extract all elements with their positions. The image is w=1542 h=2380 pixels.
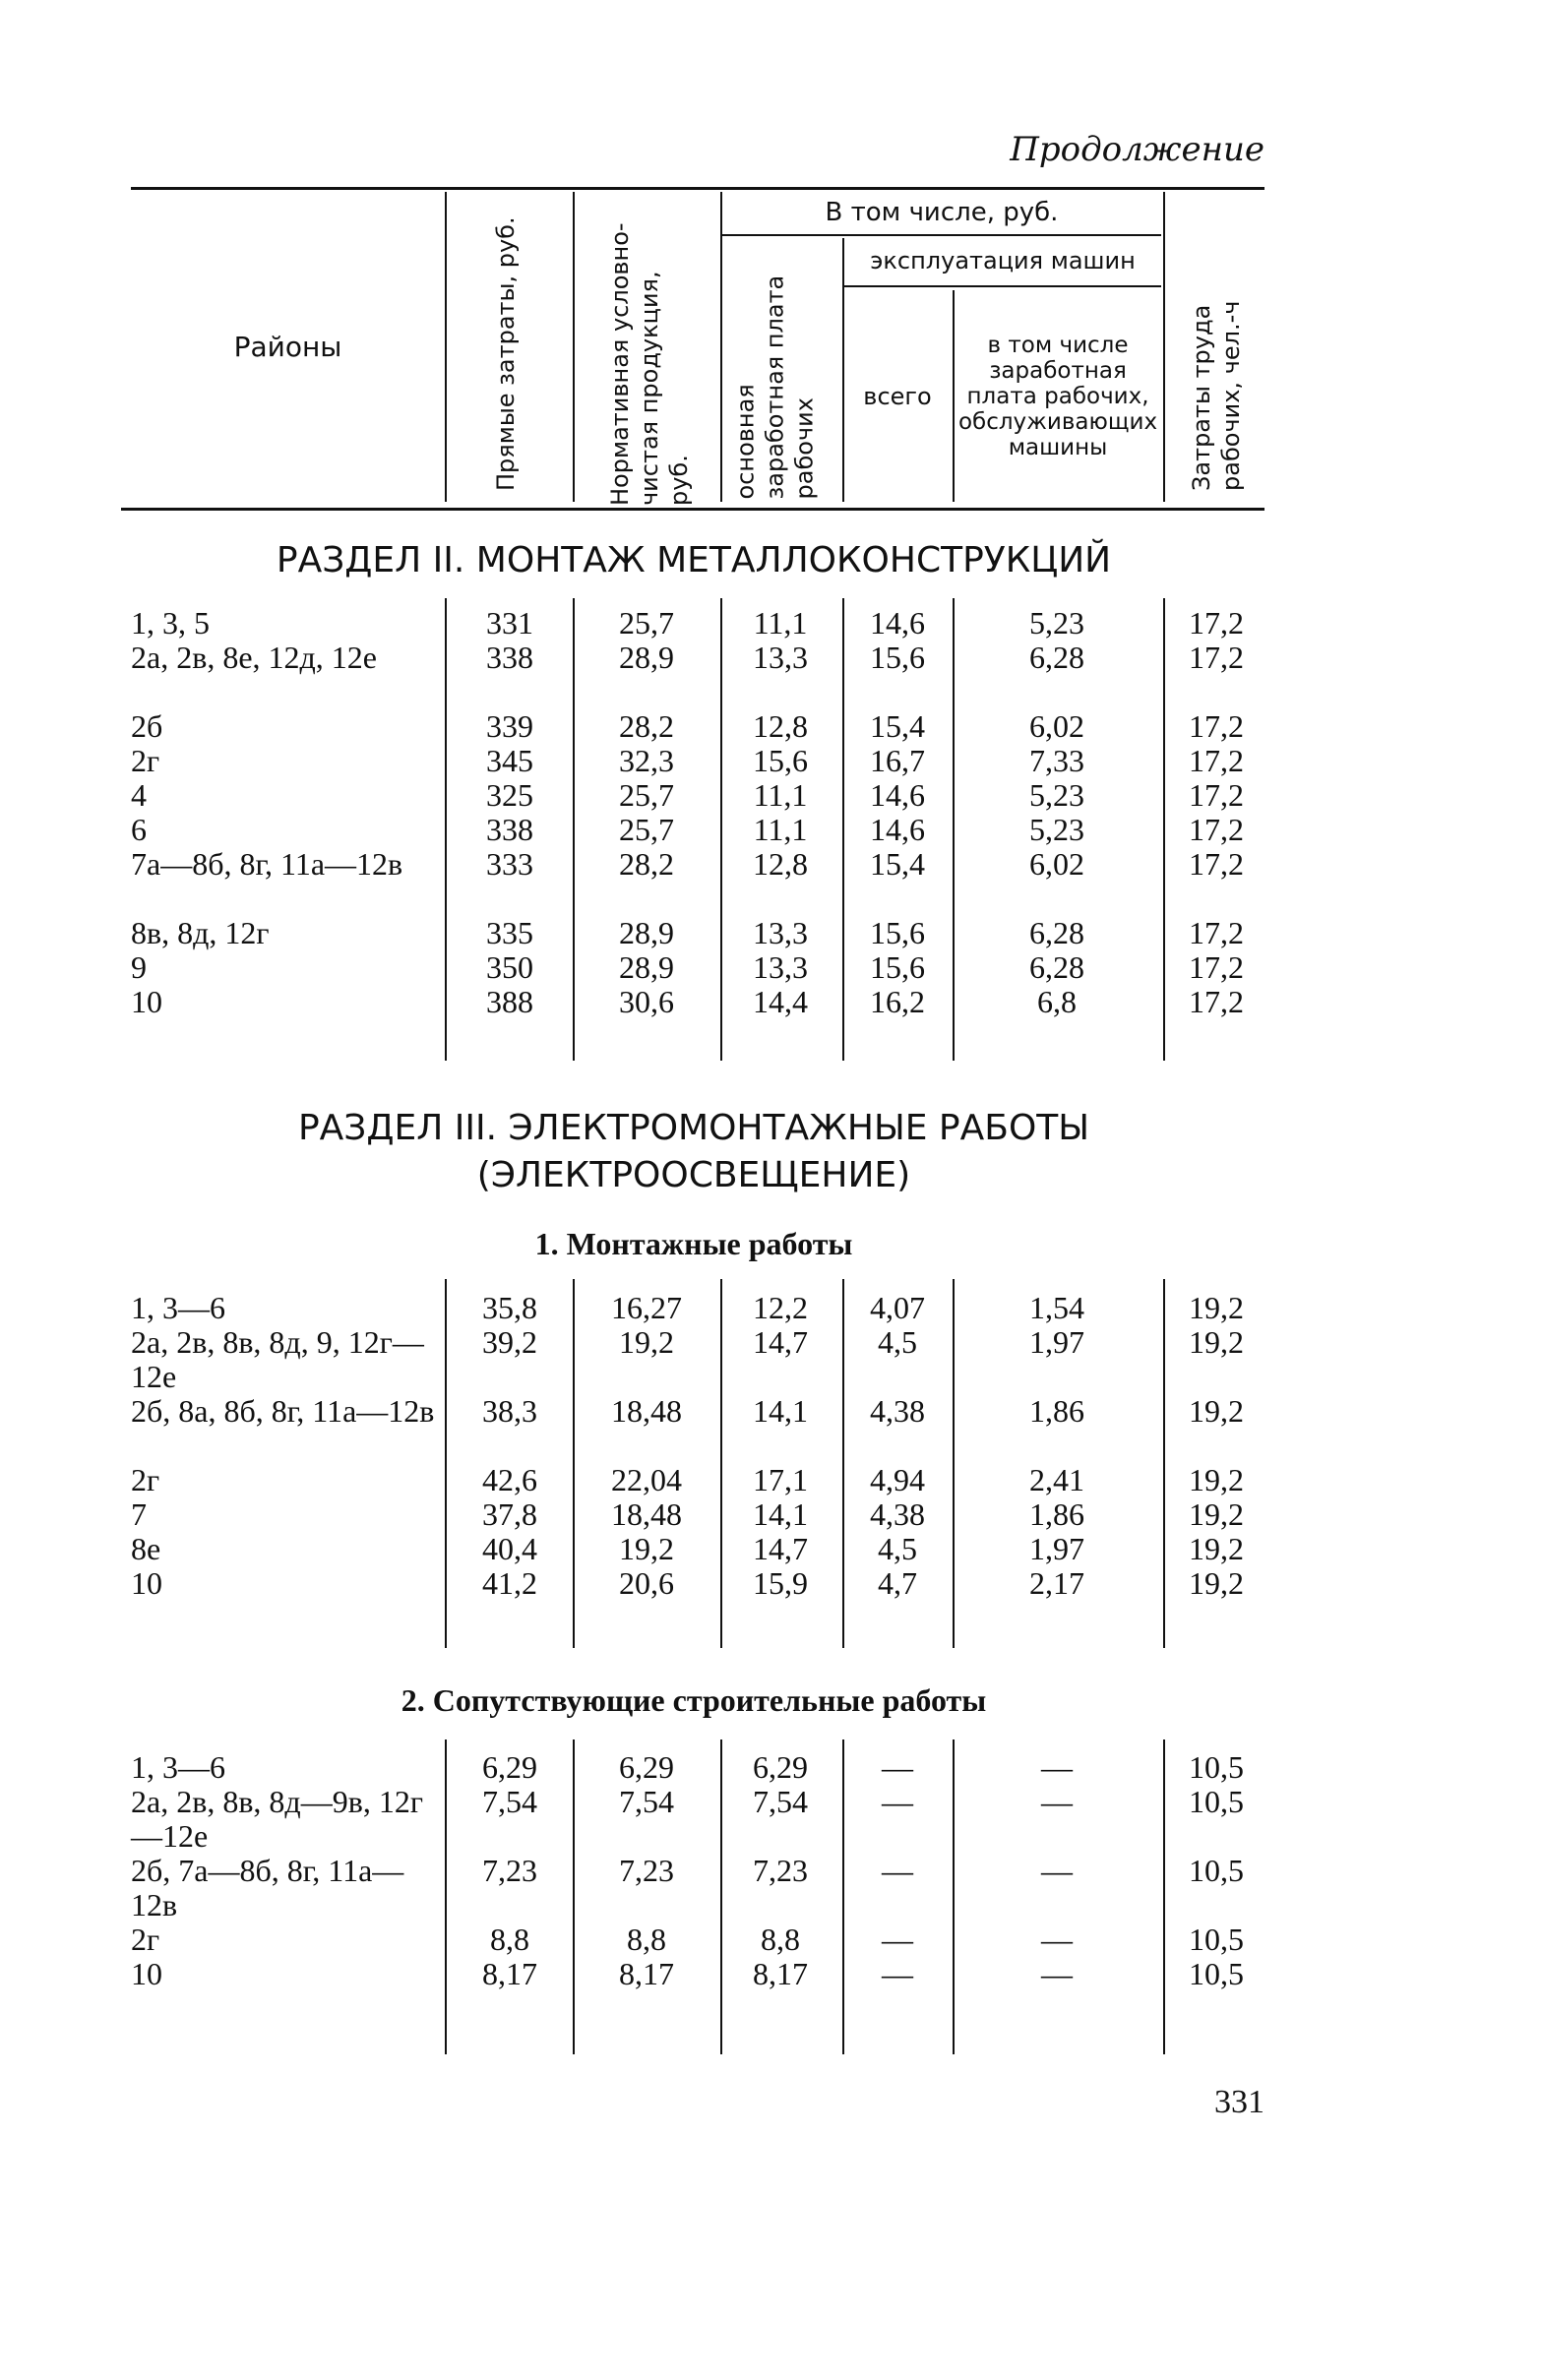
value-cell: 16,27 <box>611 1290 682 1325</box>
table-row <box>0 1785 1542 1854</box>
table-row <box>0 1957 1542 1991</box>
region-cell: 2а, 2в, 8е, 12д, 12е <box>131 640 377 675</box>
value-cell: 5,23 <box>1029 812 1084 847</box>
value-cell: 37,8 <box>482 1496 537 1532</box>
region-cell: 2б, 7а—8б, 8г, 11а—12в <box>131 1853 404 1922</box>
value-cell: 15,4 <box>870 708 925 744</box>
page-number: 331 <box>1214 2084 1264 2120</box>
value-cell: 20,6 <box>619 1565 674 1601</box>
value-cell: 17,2 <box>1189 984 1244 1019</box>
header-total: всего <box>863 382 932 410</box>
value-cell: 19,2 <box>619 1324 674 1360</box>
value-cell: 8,17 <box>619 1956 674 1991</box>
table-row <box>0 985 1542 1019</box>
header-labor-costs: Затраты труда рабочих, чел.-ч <box>1188 300 1245 491</box>
value-cell: 12,8 <box>753 846 808 882</box>
value-cell: 7,23 <box>619 1853 674 1888</box>
value-cell: 11,1 <box>753 777 808 813</box>
header-normative-product: Нормативная условно-чистая продукция, руб. <box>606 222 693 506</box>
value-cell: 7,54 <box>753 1784 808 1819</box>
region-cell: 8е <box>131 1531 161 1566</box>
value-cell: 14,7 <box>753 1324 808 1360</box>
header-top-rule <box>131 187 1264 190</box>
value-cell: 14,1 <box>753 1393 808 1429</box>
value-cell: 14,6 <box>870 812 925 847</box>
value-cell: 12,8 <box>753 708 808 744</box>
value-cell: 12,2 <box>753 1290 808 1325</box>
value-cell: — <box>1041 1956 1073 1991</box>
value-cell: 6,29 <box>619 1749 674 1785</box>
region-cell: 9 <box>131 949 147 985</box>
value-cell: 15,6 <box>870 915 925 950</box>
value-cell: 19,2 <box>619 1531 674 1566</box>
value-cell: 1,86 <box>1029 1393 1084 1429</box>
value-cell: 339 <box>486 708 533 744</box>
value-cell: 28,9 <box>619 640 674 675</box>
value-cell: 28,2 <box>619 846 674 882</box>
value-cell: 4,07 <box>870 1290 925 1325</box>
value-cell: 7,54 <box>619 1784 674 1819</box>
value-cell: 17,2 <box>1189 743 1244 778</box>
value-cell: 18,48 <box>611 1393 682 1429</box>
value-cell: 19,2 <box>1189 1290 1244 1325</box>
value-cell: 25,7 <box>619 605 674 641</box>
value-cell: 15,6 <box>870 949 925 985</box>
value-cell: 6,28 <box>1029 949 1084 985</box>
value-cell: 17,1 <box>753 1462 808 1497</box>
value-cell: 40,4 <box>482 1531 537 1566</box>
value-cell: 17,2 <box>1189 708 1244 744</box>
header-including: В том числе, руб. <box>825 198 1059 227</box>
table-row <box>0 744 1542 778</box>
value-cell: 13,3 <box>753 949 808 985</box>
header-direct-costs: Прямые затраты, руб. <box>492 216 520 491</box>
region-cell: 2г <box>131 743 160 778</box>
value-cell: 14,6 <box>870 605 925 641</box>
value-cell: 14,7 <box>753 1531 808 1566</box>
table-row <box>0 1566 1542 1601</box>
section-3-title: РАЗДЕЛ III. ЭЛЕКТРОМОНТАЖНЫЕ РАБОТЫ <box>297 1108 1090 1148</box>
subsection-2-rows <box>0 1750 1542 1991</box>
value-cell: — <box>882 1853 913 1888</box>
value-cell: 338 <box>486 640 533 675</box>
region-cell: 1, 3—6 <box>131 1290 225 1325</box>
header-machine-operation: эксплуатация машин <box>870 247 1136 275</box>
value-cell: 8,8 <box>490 1922 529 1957</box>
value-cell: 6,02 <box>1029 708 1084 744</box>
including-underline <box>720 234 1161 236</box>
table-row <box>0 1922 1542 1957</box>
region-cell: 2а, 2в, 8в, 8д—9в, 12г—12е <box>131 1784 423 1854</box>
value-cell: 325 <box>486 777 533 813</box>
value-cell: — <box>1041 1922 1073 1957</box>
value-cell: 15,9 <box>753 1565 808 1601</box>
subsection-1-rows <box>0 1291 1542 1601</box>
value-cell: — <box>1041 1784 1073 1819</box>
value-cell: 16,7 <box>870 743 925 778</box>
value-cell: 14,1 <box>753 1496 808 1532</box>
value-cell: 25,7 <box>619 812 674 847</box>
header-divider <box>573 192 575 502</box>
value-cell: 15,4 <box>870 846 925 882</box>
value-cell: 10,5 <box>1189 1784 1244 1819</box>
value-cell: 17,2 <box>1189 949 1244 985</box>
table-row <box>0 1394 1542 1463</box>
value-cell: 22,04 <box>611 1462 682 1497</box>
subsection-1-title: 1. Монтажные работы <box>534 1226 853 1261</box>
value-cell: 4,7 <box>878 1565 917 1601</box>
value-cell: 16,2 <box>870 984 925 1019</box>
value-cell: 32,3 <box>619 743 674 778</box>
region-cell: 2г <box>131 1462 160 1497</box>
value-cell: 19,2 <box>1189 1496 1244 1532</box>
value-cell: 28,9 <box>619 949 674 985</box>
region-cell: 7а—8б, 8г, 11а—12в <box>131 846 403 882</box>
value-cell: 15,6 <box>753 743 808 778</box>
value-cell: 7,33 <box>1029 743 1084 778</box>
value-cell: — <box>882 1749 913 1785</box>
value-cell: 4,5 <box>878 1531 917 1566</box>
region-cell: 2а, 2в, 8в, 8д, 9, 12г—12е <box>131 1324 424 1394</box>
value-cell: — <box>1041 1853 1073 1888</box>
table-row <box>0 1750 1542 1785</box>
value-cell: 10,5 <box>1189 1749 1244 1785</box>
value-cell: 6,8 <box>1037 984 1077 1019</box>
table-row <box>0 1291 1542 1325</box>
region-cell: 10 <box>131 1565 162 1601</box>
value-cell: 19,2 <box>1189 1565 1244 1601</box>
value-cell: 17,2 <box>1189 915 1244 950</box>
value-cell: 1,97 <box>1029 1531 1084 1566</box>
value-cell: 1,54 <box>1029 1290 1084 1325</box>
value-cell: 1,97 <box>1029 1324 1084 1360</box>
value-cell: 13,3 <box>753 915 808 950</box>
value-cell: 335 <box>486 915 533 950</box>
table-row <box>0 1532 1542 1566</box>
value-cell: — <box>882 1784 913 1819</box>
value-cell: 7,23 <box>482 1853 537 1888</box>
value-cell: 17,2 <box>1189 846 1244 882</box>
value-cell: 10,5 <box>1189 1922 1244 1957</box>
value-cell: 8,8 <box>761 1922 800 1957</box>
table-row <box>0 950 1542 985</box>
value-cell: — <box>1041 1749 1073 1785</box>
machines-underline <box>842 285 1161 287</box>
value-cell: 15,6 <box>870 640 925 675</box>
table-row <box>0 916 1542 950</box>
value-cell: 350 <box>486 949 533 985</box>
value-cell: 5,23 <box>1029 777 1084 813</box>
value-cell: 30,6 <box>619 984 674 1019</box>
table-row <box>0 1325 1542 1394</box>
value-cell: 4,38 <box>870 1393 925 1429</box>
value-cell: 18,48 <box>611 1496 682 1532</box>
value-cell: 8,17 <box>482 1956 537 1991</box>
header-divider <box>953 290 955 502</box>
table-row <box>0 1854 1542 1922</box>
value-cell: 331 <box>486 605 533 641</box>
value-cell: 2,17 <box>1029 1565 1084 1601</box>
value-cell: 4,38 <box>870 1496 925 1532</box>
value-cell: 6,28 <box>1029 915 1084 950</box>
value-cell: 17,2 <box>1189 812 1244 847</box>
region-cell: 7 <box>131 1496 147 1532</box>
table-row <box>0 778 1542 813</box>
value-cell: 13,3 <box>753 640 808 675</box>
region-cell: 10 <box>131 984 162 1019</box>
value-cell: — <box>882 1956 913 1991</box>
value-cell: 17,2 <box>1189 640 1244 675</box>
value-cell: 2,41 <box>1029 1462 1084 1497</box>
value-cell: 5,23 <box>1029 605 1084 641</box>
region-cell: 2б, 8а, 8б, 8г, 11а—12в <box>131 1393 435 1429</box>
value-cell: 7,54 <box>482 1784 537 1819</box>
section-3-subtitle: (ЭЛЕКТРООСВЕЩЕНИЕ) <box>476 1155 911 1195</box>
value-cell: 19,2 <box>1189 1324 1244 1360</box>
table-row <box>0 1463 1542 1497</box>
subsection-2-title: 2. Сопутствующие строительные работы <box>401 1682 987 1718</box>
value-cell: 14,4 <box>753 984 808 1019</box>
value-cell: — <box>882 1922 913 1957</box>
value-cell: 1,86 <box>1029 1496 1084 1532</box>
value-cell: 41,2 <box>482 1565 537 1601</box>
value-cell: 10,5 <box>1189 1956 1244 1991</box>
value-cell: 39,2 <box>482 1324 537 1360</box>
value-cell: 19,2 <box>1189 1393 1244 1429</box>
value-cell: 14,6 <box>870 777 925 813</box>
section-2-rows <box>0 606 1542 1019</box>
value-cell: 345 <box>486 743 533 778</box>
value-cell: 17,2 <box>1189 605 1244 641</box>
region-cell: 1, 3—6 <box>131 1749 225 1785</box>
value-cell: 35,8 <box>482 1290 537 1325</box>
value-cell: 38,3 <box>482 1393 537 1429</box>
value-cell: 388 <box>486 984 533 1019</box>
value-cell: 42,6 <box>482 1462 537 1497</box>
value-cell: 338 <box>486 812 533 847</box>
table-row <box>0 641 1542 709</box>
header-divider <box>1163 192 1165 502</box>
region-cell: 1, 3, 5 <box>131 605 210 641</box>
value-cell: 19,2 <box>1189 1531 1244 1566</box>
value-cell: 19,2 <box>1189 1462 1244 1497</box>
value-cell: 11,1 <box>753 605 808 641</box>
value-cell: 333 <box>486 846 533 882</box>
value-cell: 28,9 <box>619 915 674 950</box>
region-cell: 6 <box>131 812 147 847</box>
value-cell: 6,28 <box>1029 640 1084 675</box>
table-row <box>0 813 1542 847</box>
table-row <box>0 606 1542 641</box>
header-regions: Районы <box>233 330 342 363</box>
header-base-wage: основная заработная плата рабочих <box>731 275 819 500</box>
table-row <box>0 709 1542 744</box>
continuation-label: Продолжение <box>1010 130 1264 169</box>
value-cell: 6,02 <box>1029 846 1084 882</box>
table-row <box>0 847 1542 916</box>
value-cell: 4,94 <box>870 1462 925 1497</box>
value-cell: 8,17 <box>753 1956 808 1991</box>
region-cell: 2б <box>131 708 163 744</box>
section-2-title: РАЗДЕЛ II. МОНТАЖ МЕТАЛЛОКОНСТРУКЦИЙ <box>276 540 1112 580</box>
region-cell: 10 <box>131 1956 162 1991</box>
value-cell: 28,2 <box>619 708 674 744</box>
value-cell: 25,7 <box>619 777 674 813</box>
header-including-wage: в том числе заработная плата рабочих, обслуживающих машины <box>957 332 1158 460</box>
value-cell: 11,1 <box>753 812 808 847</box>
value-cell: 6,29 <box>482 1749 537 1785</box>
value-cell: 6,29 <box>753 1749 808 1785</box>
table-row <box>0 1497 1542 1532</box>
value-cell: 8,8 <box>627 1922 666 1957</box>
value-cell: 17,2 <box>1189 777 1244 813</box>
value-cell: 10,5 <box>1189 1853 1244 1888</box>
region-cell: 8в, 8д, 12г <box>131 915 270 950</box>
value-cell: 7,23 <box>753 1853 808 1888</box>
region-cell: 4 <box>131 777 147 813</box>
region-cell: 2г <box>131 1922 160 1957</box>
value-cell: 4,5 <box>878 1324 917 1360</box>
